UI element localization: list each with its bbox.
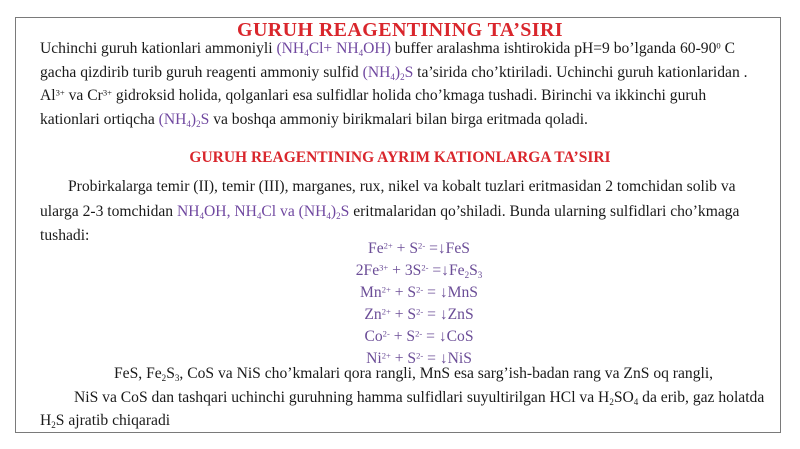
sulfide-colors-text: FeS, $Fe_2S_3$, CoS va NiS cho’kmalari qora rangli, MnS esa sarg’ish-badan rang va ZnS oq rangli,	[114, 365, 714, 384]
procedure-paragraph: Probirkalarga temir (II), temir (III), marganes, rux, nikel va kobalt tuzlari eritmasidan 2 tomchidan solib va ularga 2-3 tomchidan $NH_4OH$, $NH_4Cl$ va $(NH_4)_2S$ eritmalaridan qo’shiladi. Bunda ularning sulfidlari cho’kmaga tushadi:	[40, 178, 740, 244]
section-subtitle: GURUH REAGENTINING AYRIM KATIONLARGA TA’SIRI	[189, 149, 611, 166]
reagents-formula: $NH_4OH$, $NH_4Cl$ va $(NH_4)_2S$	[177, 202, 350, 221]
page-title: GURUH REAGENTINING TA’SIRI	[236, 19, 563, 41]
reaction-list	[0, 238, 800, 370]
reaction-equation: $Mn^{2+} + S^{2-}$ = ↓MnS	[360, 284, 478, 301]
reaction-equation: $Zn^{2+} + S^{2-}$ = ↓ZnS	[364, 306, 474, 323]
reagent-formula: $(NH_4)_2S$	[362, 63, 414, 82]
reaction-equation: $2Fe^{3+} + 3S^{2-}$ $=↓Fe_2S_3$	[355, 262, 483, 281]
reaction-equation: $Ni^{2+} + S^{2-}$ = ↓NiS	[366, 350, 472, 367]
reagent-formula-2: $(NH_4)_2S$	[158, 110, 210, 129]
intro-paragraph: Uchinchi guruh kationlari ammoniyli $(NH_4Cl+ NH_4OH)$ buffer aralashma ishtirokida pH=9 bo’lganda $60-90^0$ C gacha qizdirib turib guruh reagenti ammoniy sulfid $(NH_4)_2S$ ta’sirida cho’ktiriladi. Uchinchi guruh kationlaridan . $Al^{3+}$ va $Cr^{3+}$ gidroksid holida, qolganlari esa sulfidlar holida cho’kmaga tushadi. Birinchi va ikkinchi guruh kationlari ortiqcha $(NH_4)_2S$ va boshqa ammoniy birikmalari bilan birga eritmada qoladi.	[40, 40, 748, 129]
reaction-equation: $Fe^{2+} + S^{2-}$ =↓FeS	[368, 240, 470, 257]
buffer-formula: $(NH_4Cl+ NH_4OH)$	[276, 40, 391, 59]
acid-solubility-text: NiS va CoS dan tashqari uchinchi guruhning hamma sulfidlari suyultirilgan HCl va $H_2SO_4$ da erib, gaz holatda $H_2S$ ajratib chiqaradi	[40, 389, 765, 431]
reaction-equation: $Co^{2-} + S^{2-}$ = ↓CoS	[364, 328, 474, 345]
